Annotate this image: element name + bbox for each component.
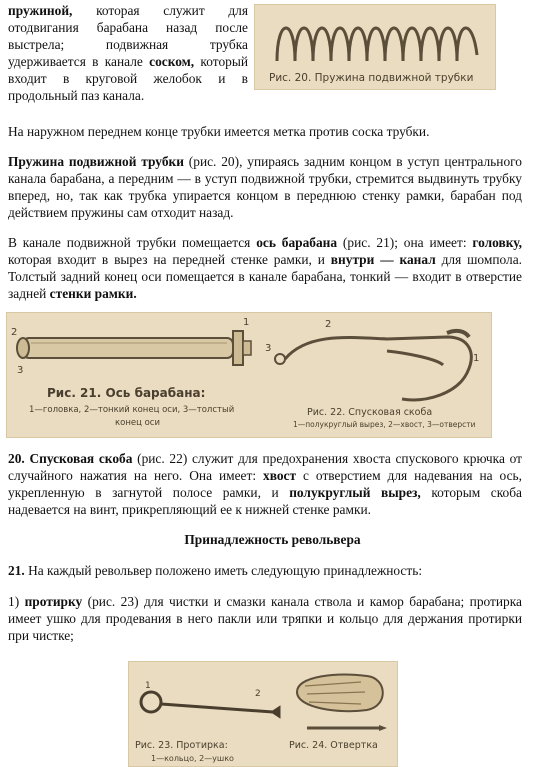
figure-20-spring — [254, 4, 496, 90]
paragraph-trigger-guard — [8, 450, 522, 518]
fig21-num-3: 3 — [17, 365, 24, 376]
paragraph-spring — [8, 153, 522, 221]
term-head: головку, — [472, 235, 523, 250]
term-tail: хвост — [263, 468, 297, 483]
figure-20-caption: Рис. 20. Пружина подвижной трубки — [269, 72, 474, 84]
term-trigger-guard: 20. Спусковая скоба — [8, 451, 133, 466]
term-tube-spring: Пружина подвижной трубки — [8, 154, 184, 169]
screwdriver-drawing — [297, 675, 387, 731]
term-frame-wall: стенки рамки. — [49, 286, 137, 301]
rod-and-screwdriver-drawing — [129, 662, 397, 766]
trigger-guard-drawing — [275, 331, 471, 400]
fig22-num-1: 1 — [473, 353, 480, 364]
paragraph-mark: На наружном переднем конце трубки имеется метка против соска трубки. — [8, 124, 430, 139]
axis-text-2: (рис. 21); она имеет: — [337, 235, 473, 250]
intro-text: которая служит для отодвигания барабана назад после выстрела; подвижная трубка удерживается в канале — [8, 3, 248, 69]
term-spring: пружиной, — [8, 3, 73, 18]
section-heading: Принадлежность револьвера — [184, 532, 361, 547]
figure-22-legend: 1—полукруглый вырез, 2—хвост, 3—отверсти — [293, 420, 476, 429]
cylinder-axis-drawing — [17, 331, 251, 365]
spring-drawing — [255, 5, 495, 89]
axis-text-3: которая входит в вырез на передней стенке рамки, и — [8, 252, 331, 267]
fig23-num-2: 2 — [255, 689, 261, 699]
fig21-num-2: 2 — [11, 327, 18, 338]
paragraph-number-21: 21. — [8, 563, 25, 578]
term-channel: внутри — канал — [330, 252, 436, 267]
intro-text-end: который входит в круговой желобок и в продольный паз канала. — [8, 54, 249, 103]
guard-text-1: (рис. 22) служит для предохранения хвоста спускового крючка от случайного нажатия на него. Она имеет: — [8, 451, 522, 483]
fig23-num-1: 1 — [145, 681, 151, 691]
guard-text-3: которым скоба надевается на винт, прикрепляющий ее к нижней стенке рамки. — [8, 485, 522, 517]
intro-paragraph — [8, 2, 248, 104]
term-nipple: соском, — [149, 54, 195, 69]
figure-23-24 — [128, 661, 398, 767]
figure-21-legend-1: 1—головка, 2—тонкий конец оси, 3—толстый — [29, 405, 235, 415]
term-cleaning-rod: протирку — [24, 594, 83, 609]
paragraph-axis — [8, 234, 522, 302]
axis-text-4: для шомпола. Толстый задний конец оси помещается в канале барабана, тонкий — входит в отверстие задней — [8, 252, 522, 301]
guard-text-2: с отверстием для надевания на ось, укрепленную в загнутой полосе рамки, и — [8, 468, 522, 500]
figure-21-22-strip — [6, 312, 492, 438]
figure-24-caption: Рис. 24. Отвертка — [289, 740, 378, 751]
fig22-num-2: 2 — [325, 319, 332, 330]
paragraph-21-text: На каждый револьвер положено иметь следующую принадлежность: — [24, 563, 423, 578]
fig21-num-1: 1 — [243, 317, 250, 328]
term-axis: ось барабана — [256, 235, 338, 250]
figure-21-legend-2: конец оси — [115, 418, 161, 428]
term-semicircular-cut: полукруглый вырез, — [289, 485, 421, 500]
axis-and-guard-drawing — [7, 313, 491, 437]
figure-21-caption: Рис. 21. Ось барабана: — [47, 386, 206, 400]
paragraph-spring-text: (рис. 20), упираясь задним концом в уступ центрального канала барабана, а передним — в уступ подвижной трубки, стремится выдвинуть трубку вперед, но, так как трубка упирается концом в переднюю стенку рамки, барабан под действием пружины сам отходит назад. — [8, 154, 522, 220]
paragraph-21 — [8, 562, 522, 579]
figure-23-caption: Рис. 23. Протирка: — [135, 740, 228, 751]
figure-23-legend: 1—кольцо, 2—ушко — [151, 754, 234, 763]
figure-22-caption: Рис. 22. Спусковая скоба — [307, 407, 433, 418]
axis-text-1: В канале подвижной трубки помещается — [8, 235, 257, 250]
list-number-1: 1) — [8, 594, 25, 609]
paragraph-cleaning-rod — [8, 593, 522, 644]
cleaning-rod-text: (рис. 23) для чистки и смазки канала ствола и камор барабана; протирка имеет ушко для продевания в него пакли или тряпки и кольцо для держания протирки при чистке; — [8, 594, 522, 643]
fig22-num-3: 3 — [265, 343, 272, 354]
